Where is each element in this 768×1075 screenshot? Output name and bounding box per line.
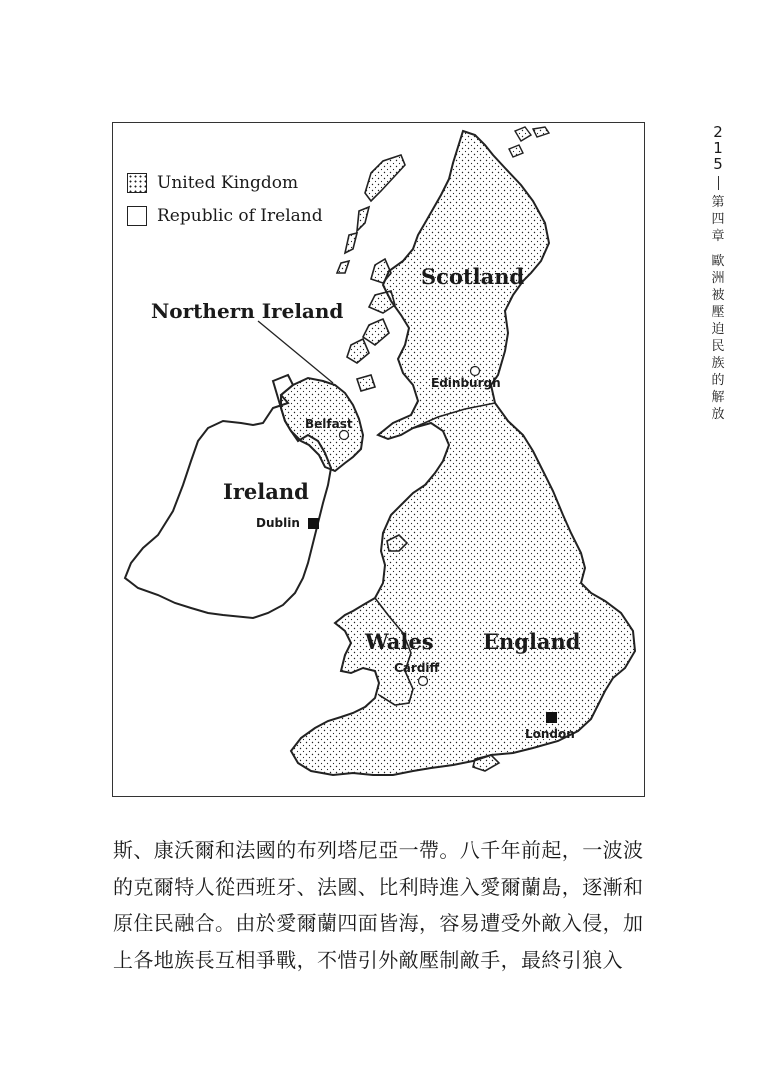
edinburgh-marker (471, 367, 480, 376)
label-scotland: Scotland (421, 264, 525, 289)
label-wales: Wales (365, 629, 434, 654)
chapter-char: 章 (711, 229, 725, 244)
cardiff-marker (419, 677, 428, 686)
northern-ireland-pointer (258, 321, 333, 383)
orkney-islands (509, 127, 549, 157)
running-head (704, 124, 732, 423)
title-char: 的 (711, 373, 725, 388)
label-northern-ireland: Northern Ireland (151, 299, 344, 323)
page-number-digit: 2 (713, 123, 723, 141)
label-dublin: Dublin (256, 516, 300, 530)
title-char: 被 (711, 288, 725, 303)
dublin-marker (308, 518, 319, 529)
legend-label: United Kingdom (157, 173, 299, 193)
title-char: 歐 (711, 254, 725, 269)
legend-item-united-kingdom (127, 173, 298, 193)
belfast-marker (340, 431, 349, 440)
body-line: 斯、康沃爾和法國的布列塔尼亞一帶。八千年前起，一波波 (113, 838, 644, 862)
legend-swatch-dotted (127, 173, 147, 193)
legend-label: Republic of Ireland (157, 206, 323, 226)
label-london: London (525, 727, 575, 741)
title-char: 壓 (711, 305, 725, 320)
title-char: 迫 (711, 322, 725, 337)
title-char: 洲 (711, 271, 725, 286)
label-belfast: Belfast (305, 417, 353, 431)
running-head-divider (718, 176, 719, 190)
running-head-spacer (704, 245, 732, 253)
london-marker (546, 712, 557, 723)
page-number-digit: 1 (713, 139, 723, 157)
chapter-char: 四 (711, 212, 725, 227)
chapter-char: 第 (711, 195, 725, 210)
title-char: 民 (711, 339, 725, 354)
body-line: 的克爾特人從西班牙、法國、比利時進入愛爾蘭島，逐漸和 (113, 874, 644, 899)
title-char: 族 (711, 356, 725, 371)
map-figure (112, 122, 645, 797)
title-char: 放 (711, 407, 725, 422)
label-cardiff: Cardiff (394, 661, 440, 675)
label-edinburgh: Edinburgh (431, 376, 501, 390)
hebrides-islands (337, 155, 405, 273)
legend-item-republic-of-ireland (127, 206, 323, 226)
legend-swatch-white (127, 206, 147, 226)
body-line: 原住民融合。由於愛爾蘭四面皆海，容易遭受外敵入侵，加 (113, 911, 644, 935)
body-text (113, 832, 653, 978)
label-ireland: Ireland (223, 479, 309, 504)
body-line: 上各地族長互相爭戰，不惜引外敵壓制敵手，最終引狼入 (113, 947, 623, 972)
title-char: 解 (711, 390, 725, 405)
page-number-digit: 5 (713, 155, 723, 173)
label-england: England (483, 629, 581, 654)
